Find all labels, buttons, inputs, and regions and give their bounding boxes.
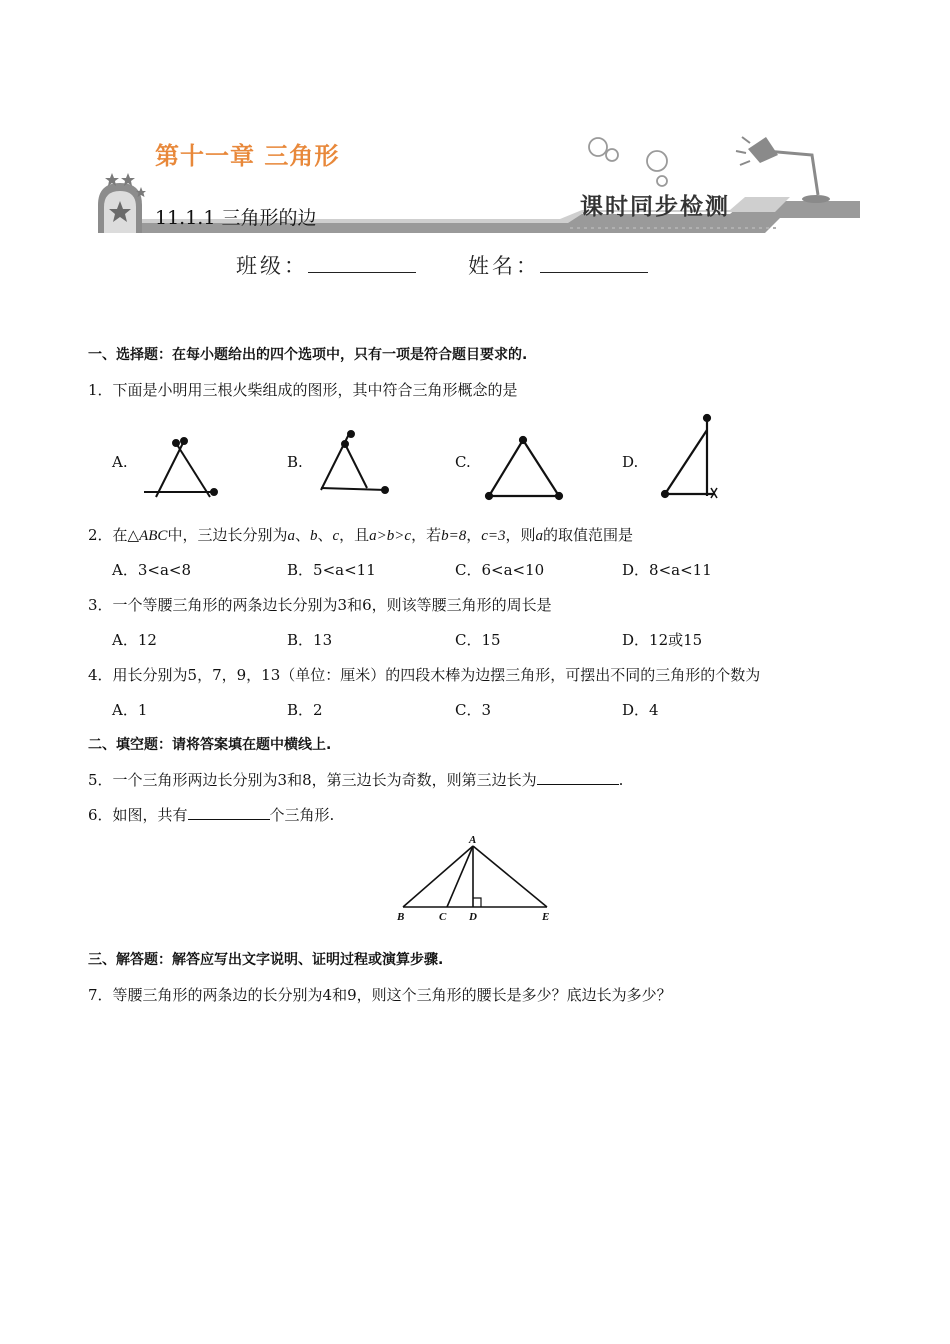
q3-option-c: C．15 xyxy=(455,631,501,649)
q6-stem: 6．如图，共有 个三角形. xyxy=(88,806,335,824)
q2-stem: 2．在△ABC中，三边长分别为a、b、c，且a>b>c，若b=8，c=3，则a的取值范围是 xyxy=(88,526,634,544)
q5-answer-blank[interactable] xyxy=(537,770,619,785)
q1-option-a: A. xyxy=(112,453,128,471)
q1-figure-b xyxy=(315,430,395,500)
q2-option-d: D．8<a<11 xyxy=(622,561,712,579)
q6-label-b: B xyxy=(397,911,405,923)
q1-option-d: D. xyxy=(622,453,639,471)
chapter-title: 第十一章 三角形 xyxy=(155,142,340,170)
q4-option-a: A．1 xyxy=(112,701,148,719)
q4-option-b: B．2 xyxy=(287,701,323,719)
q1-figure-a xyxy=(140,435,220,505)
section-1-title: 一、选择题：在每小题给出的四个选项中，只有一项是符合题目要求的. xyxy=(88,347,528,363)
q1-stem: 1．下面是小明用三根火柴组成的图形，其中符合三角形概念的是 xyxy=(88,381,518,399)
q2-option-b: B．5<a<11 xyxy=(287,561,376,579)
class-blank[interactable] xyxy=(308,254,416,273)
q6-label-d: D xyxy=(469,911,477,923)
section-3-title: 三、解答题：解答应写出文字说明、证明过程或演算步骤. xyxy=(88,952,444,968)
q1-option-c: C. xyxy=(455,453,471,471)
sync-test-badge: 课时同步检测 xyxy=(580,193,730,220)
q4-stem: 4．用长分别为5，7，9，13（单位：厘米）的四段木棒为边摆三角形，可摆出不同的三角形的个数为 xyxy=(88,666,761,684)
q1-option-b: B. xyxy=(287,453,303,471)
q4-option-c: C．3 xyxy=(455,701,492,719)
q3-option-b: B．13 xyxy=(287,631,333,649)
q3-option-d: D．12或15 xyxy=(622,631,703,649)
q3-stem: 3．一个等腰三角形的两条边长分别为3和6，则该等腰三角形的周长是 xyxy=(88,596,552,614)
star-medal-icon xyxy=(98,173,146,233)
q6-answer-blank[interactable] xyxy=(188,805,270,820)
q6-label-e: E xyxy=(542,911,550,923)
q3-option-a: A．12 xyxy=(112,631,157,649)
q6-label-c: C xyxy=(439,911,447,923)
class-label: 班级： xyxy=(236,254,308,278)
lesson-title: 11.1.1 三角形的边 xyxy=(155,207,317,229)
class-field xyxy=(236,250,416,280)
bubbles-icon xyxy=(589,138,667,186)
desk-lamp-icon xyxy=(736,137,830,203)
q6-label-a: A xyxy=(469,834,477,846)
q7-stem: 7．等腰三角形的两条边的长分别为4和9，则这个三角形的腰长是多少？底边长为多少？ xyxy=(88,986,672,1004)
q5-stem: 5．一个三角形两边长分别为3和8，第三边长为奇数，则第三边长为 . xyxy=(88,771,624,789)
section-2-title: 二、填空题：请将答案填在题中横线上. xyxy=(88,737,332,753)
q2-option-c: C．6<a<10 xyxy=(455,561,545,579)
name-label: 姓名： xyxy=(468,254,540,278)
q4-option-d: D．4 xyxy=(622,701,659,719)
name-blank[interactable] xyxy=(540,254,648,273)
q6-triangle-figure xyxy=(395,832,560,924)
q1-figure-c xyxy=(483,435,568,503)
name-field xyxy=(468,250,648,280)
q2-option-a: A．3<a<8 xyxy=(112,561,191,579)
q1-figure-d xyxy=(655,412,725,504)
